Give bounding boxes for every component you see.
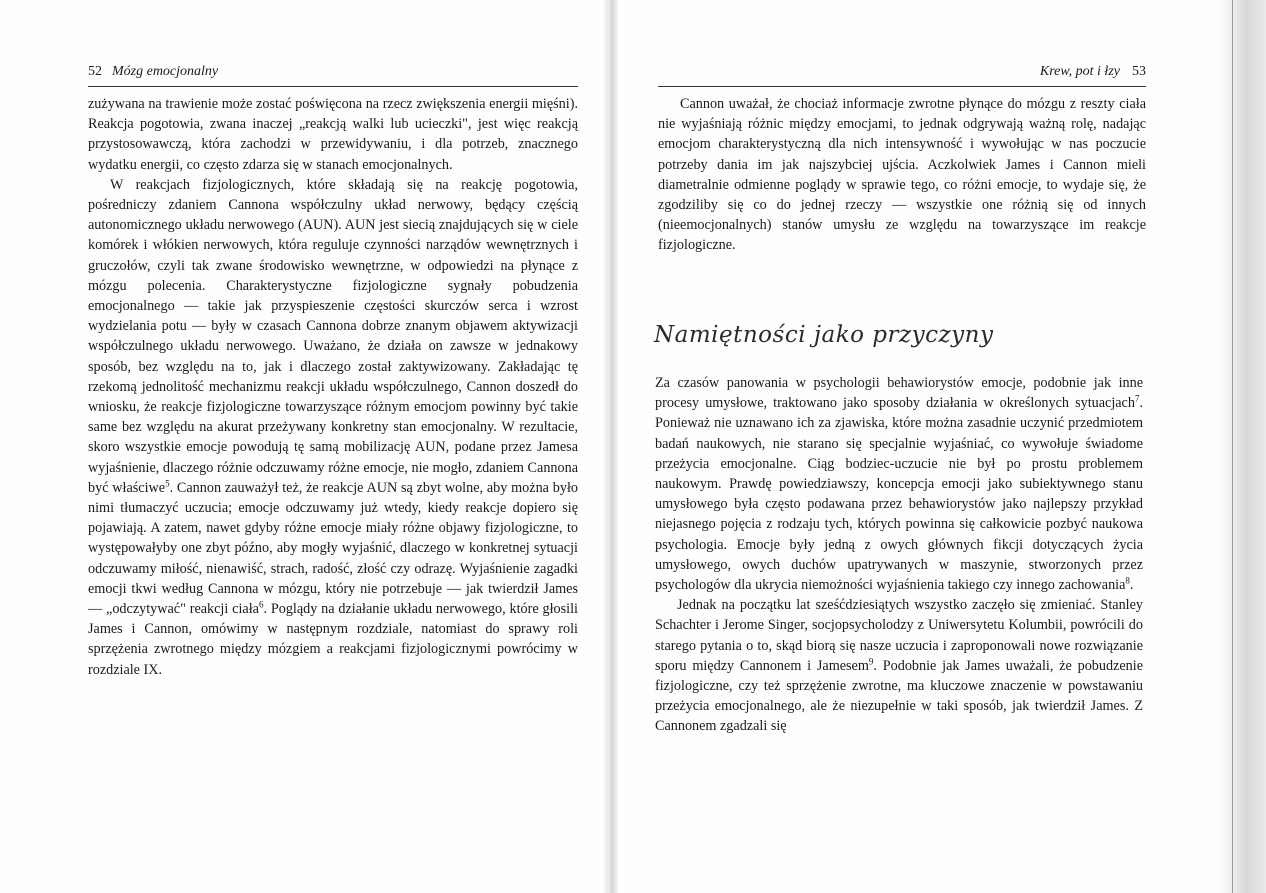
left-page-body <box>88 94 578 680</box>
paragraph: Jednak na początku lat sześćdziesiątych wszystko zaczęło się zmieniać. Stanley Schachter i Jerome Singer, socjopsycholodzy z Uniwersytetu Kolumbii, powrócili do starego pytania o to, skąd biorą się nasze uczucia i zaproponowali nowe rozwiązanie sporu między Cannonem i Jamesem$^9$. Podobnie jak James uważali, że pobudzenie fizjologiczne, czy też sprzężenie zwrotne, ma kluczowe znaczenie w powstawaniu przeżycia emocjonalnego, ale że niezupełnie w taki sposób, jak twierdził James. Z Cannonem zgadzali się <box>655 597 1143 735</box>
footnote-ref: 6 <box>258 599 264 610</box>
footnote-ref: 8 <box>1125 575 1130 586</box>
right-page-header <box>658 64 1146 87</box>
paragraph: W reakcjach fizjologicznych, które składają się na reakcję pogotowia, pośredniczy zdaniem Cannona współczulny układ nerwowy, będący częścią autonomicznego układu nerwowego (AUN). AUN jest siecią znajdujących się w ciele komórek i włókien nerwowych, która reguluje czynności narządów wewnętrznych i gruczołów, czyli tak zwane środowisko wewnętrzne, w odpowiedzi na płynące z mózgu polecenia. Charakterystyczne fizjologiczne sygnały pobudzenia emocjonalnego — takie jak przyspieszenie częstości skurczów serca i wzrost wydzielania potu — były w czasach Cannona dobrze znanym objawem aktywizacji współczulnego układu nerwowego. Uważano, że działa on zawsze w jednakowy sposób, bez względu na to, jak i dlaczego został zaktywizowany. Zakładając tę rzekomą jednolitość mechanizmu reakcji układu współczulnego, Cannon doszedł do wniosku, że reakcje fizjologiczne towarzyszące różnym emocjom powinny być takie same bez względu na akurat przeżywany konkretny stan emocjonalny. W rezultacie, skoro wszystkie emocje powodują tę samą mobilizację AUN, podane przez Jamesa wyjaśnienie, dlaczego różnie odczuwamy różne emocje, nie mogło, zdaniem Cannona być właściwe$^5$. Cannon zauważył też, że reakcje AUN są zbyt wolne, aby można było nimi tłumaczyć uczucia; emocje odczuwamy już wtedy, kiedy reakcje dopiero się pojawiają. A zatem, nawet gdyby różne emocje miały różne objawy fizjologiczne, to występowałyby one zbyt późno, aby mogły wyjaśnić, dlaczego w konkretnej sytuacji odczuwamy miłość, nienawiść, strach, radość, złość czy odrazę. Wyjaśnienie zagadki emocji tkwi według Cannona w mózgu, który nie potrzebuje — jak twierdził James — „odczytywać" reakcji ciała$^6$. Poglądy na działanie układu nerwowego, które głosili James i Cannon, omówimy w następnym rozdziale, natomiast do sprawy roli sprzężenia zwrotnego między mózgiem a reakcjami fizjologicznymi powrócimy w rozdziale IX. <box>88 176 578 678</box>
paragraph: Cannon uważał, że chociaż informacje zwrotne płynące do mózgu z reszty ciała nie wyjaśniają różnic między emocjami, to jednak odgrywają ważną rolę, nadając emocjom charakterystyczną dla nich intensywność i wywołując w nas poczucie potrzeby dania im jak najszybciej ujścia. Aczkolwiek James i Cannon mieli diametralnie odmienne poglądy w sprawie tego, co różni emocje, to wydaje się, że zgodziliby się co do jednej rzeczy — wszystkie one różnią się od innych (nieemocjonalnych) stanów umysłu ze względu na towarzyszące im reakcje fizjologiczne. <box>658 96 1146 254</box>
section-heading: Namiętności jako przyczyny <box>654 322 994 348</box>
footnote-ref: 7 <box>1134 393 1140 404</box>
right-page-section-body <box>655 373 1143 737</box>
page-number: 52 <box>88 64 102 79</box>
paragraph: Za czasów panowania w psychologii behawiorystów emocje, podobnie jak inne procesy umysłowe, traktowano jako sposoby działania w określonych sytuacjach$^7$. Ponieważ nie uznawano ich za zjawiska, które można zasadnie uczynić przedmiotem badań naukowych, nie starano się specjalnie wyjaśniać, co wywołuje świadome przeżycia emocjonalne. Ciąg bodziec-uczucie nie był po prostu problemem naukowym. Prawdę powiedziawszy, koncepcja emocji jako subiektywnego stanu umysłowego była często podawana przez behawiorystów jako najlepszy przykład niejasnego pojęcia z rodzaju tych, których powinna się całkowicie pozbyć naukowa psychologia. Emocje były jedną z owych głównych fikcji dotyczących życia umysłowego, owych duchów upatrywanych w maszynie, stworzonych przez psychologów dla ukrycia niemożności wyjaśnienia takiego czy innego zachowania$^8$. <box>655 375 1143 594</box>
running-title: Krew, pot i łzy <box>1039 64 1120 79</box>
book-gutter <box>604 0 618 893</box>
right-page-intro <box>658 94 1146 256</box>
page-edge-line <box>1232 0 1233 893</box>
running-title: Mózg emocjonalny <box>112 64 219 79</box>
paragraph: zużywana na trawienie może zostać poświęcona na rzecz zwiększenia energii mięśni). Reakcja pogotowia, zwana inaczej „reakcją walki lub ucieczki", jest więc reakcją przystosowawczą, która zachodzi w przewidywaniu, i dla potrzeb, znacznego wydatku energii, co często zdarza się w stanach emocjonalnych. <box>88 96 578 173</box>
page-edge-shadow <box>1216 0 1266 893</box>
left-page-header <box>88 64 578 87</box>
footnote-ref: 9 <box>868 656 874 667</box>
page-number: 53 <box>1132 64 1146 79</box>
footnote-ref: 5 <box>165 478 170 489</box>
